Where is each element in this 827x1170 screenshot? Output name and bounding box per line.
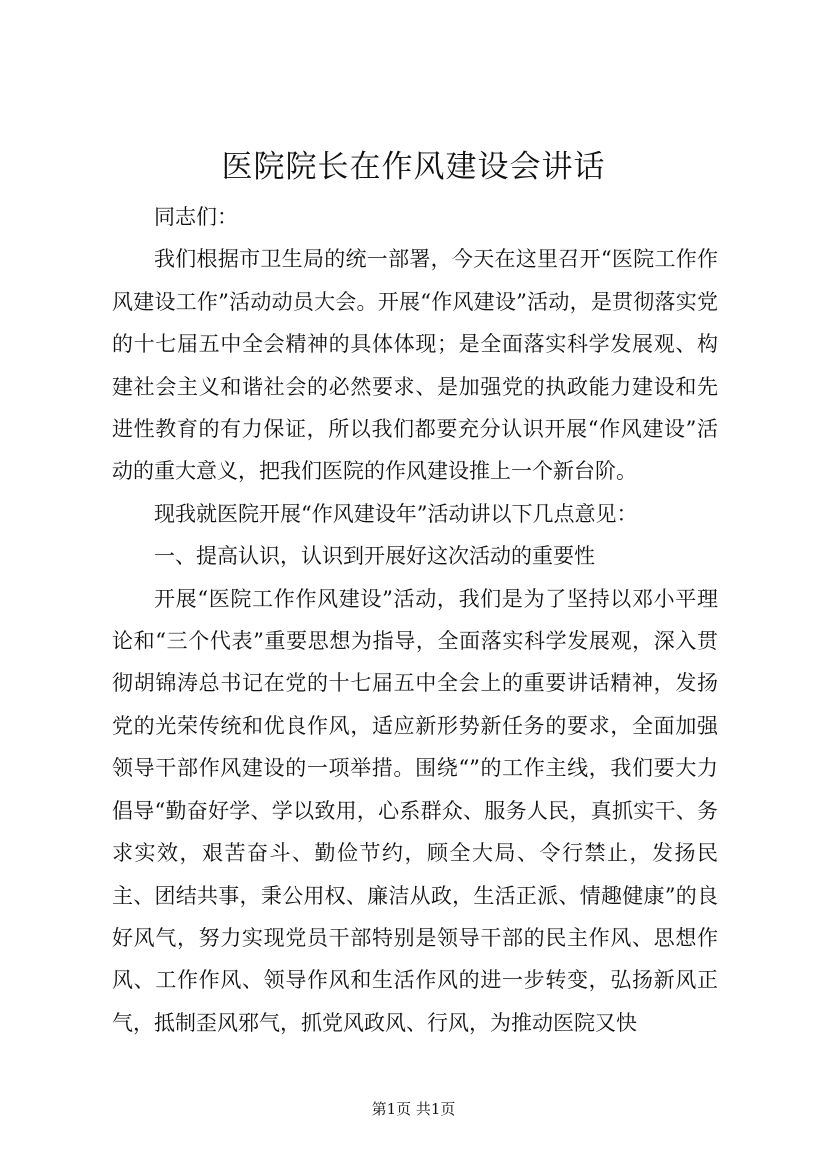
document-title: 医院院长在作风建设会讲话 xyxy=(221,149,606,185)
paragraph-section-1: 开展“医院工作作风建设”活动，我们是为了坚持以邓小平理论和“三个代表”重要思想为指导，全面落实科学发展观，深入贯彻胡锦涛总书记在党的十七届五中全会上的重要讲话精神，发扬党的光荣传统和优良作风，适应新形势新任务的要求，全面加强领导干部作风建设的一项举措。围绕“”的工作主线，我们要大力倡导“勤奋好学、学以致用，心系群众、服务人民，真抓实干、务求实效，艰苦奋斗、勤俭节约，顾全大局、令行禁止，发扬民主、团结共事，秉公用权、廉洁从政，生活正派、情趣健康”的良好风气，努力实现党员干部特别是领导干部的民主作风、思想作风、工作作风、领导作风和生活作风的进一步转变，弘扬新风正气，抵制歪风邪气，抓党风政风、行风，为推动医院又快 xyxy=(112,586,718,1035)
salutation: 同志们： xyxy=(154,205,238,229)
document-body xyxy=(112,196,718,1044)
section-heading-1: 一、提高认识，认识到开展好这次活动的重要性 xyxy=(154,544,595,569)
page-number-footer: 第1页 共1页 xyxy=(371,1100,456,1118)
paragraph-intro: 我们根据市卫生局的统一部署，今天在这里召开“医院工作作风建设工作”活动动员大会。开展“作风建设”活动，是贯彻落实党的十七届五中全会精神的具体体现；是全面落实科学发展观、构建社会主义和谐社会的必然要求、是加强党的执政能力建设和先进性教育的有力保证，所以我们都要充分认识开展“作风建设”活动的重大意义，把我们医院的作风建设推上一个新台阶。 xyxy=(112,247,718,484)
paragraph-opinions: 现我就医院开展“作风建设年”活动讲以下几点意见： xyxy=(154,501,638,526)
